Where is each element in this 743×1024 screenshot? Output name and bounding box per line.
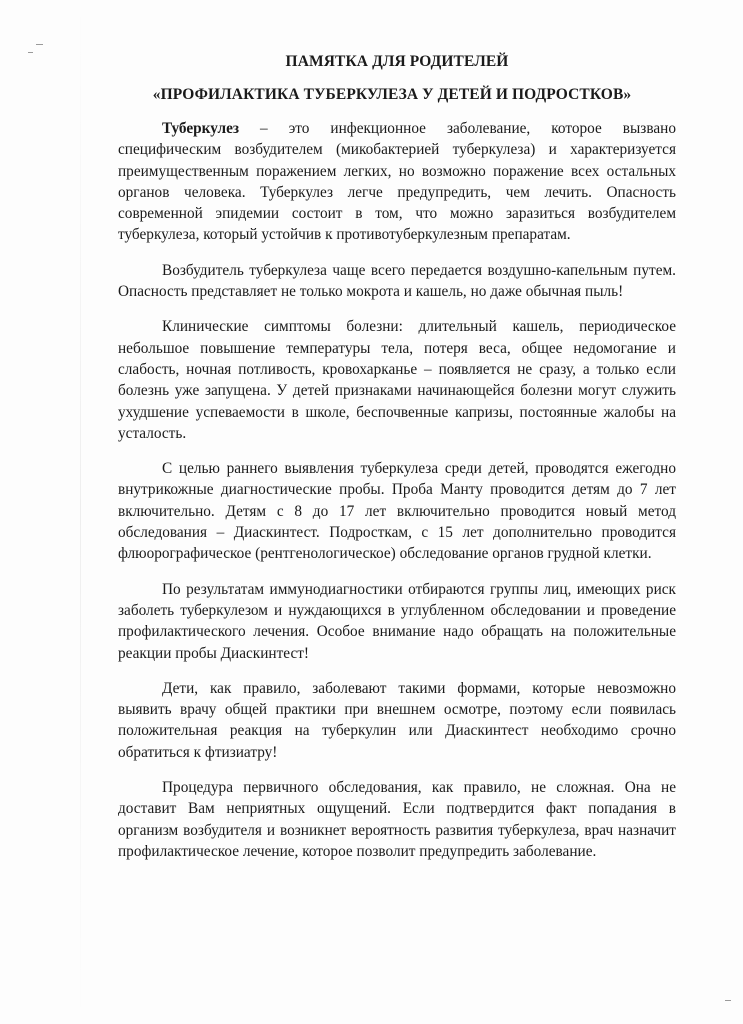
paragraph-immunodiagnostics: По результатам иммунодиагностики отбираются группы лиц, имеющих риск заболеть туберкулезом и нуждающихся в углубленном обследовании и проведение профилактического лечения. Особое внимание надо обращать на положительные реакции пробы Диаскинтест!	[118, 580, 676, 662]
paragraph-screening: С целью раннего выявления туберкулеза среди детей, проводятся ежегодно внутрикожные диагностические пробы. Проба Манту проводится детям до 7 лет включительно. Детям с 8 до 17 лет включительно проводится новый метод обследования – Диаскинтест. Подросткам, с 15 лет дополнительно проводится флюорографическое (рентгенологическое) обследование органов грудной клетки.	[118, 460, 676, 563]
paragraph-transmission: Возбудитель туберкулеза чаще всего передается воздушно-капельным путем. Опасность представляет не только мокрота и кашель, но даже обычная пыль!	[118, 261, 676, 301]
scan-speck	[28, 52, 33, 53]
paragraph-lead-term: Туберкулез	[162, 120, 240, 137]
document-title: ПАМЯТКА ДЛЯ РОДИТЕЛЕЙ	[285, 53, 509, 70]
scan-speck	[36, 44, 43, 45]
paragraph-procedure: Процедура первичного обследования, как правило, не сложная. Она не доставит Вам неприятных ощущений. Если подтвердится факт попадания в организм возбудителя и возникнет вероятность развития туберкулеза, врач назначит профилактическое лечение, которое позволит предупредить заболевание.	[118, 779, 676, 860]
paragraph-children-forms: Дети, как правило, заболевают такими формами, которые невозможно выявить врачу общей практики при внешнем осмотре, поэтому если появилась положительная реакция на туберкулин или Диаскинтест необходимо срочно обратиться к фтизиатру!	[118, 679, 676, 761]
paragraph-definition	[118, 118, 676, 246]
scan-speck	[725, 1000, 731, 1001]
document-body	[118, 52, 676, 862]
paragraph-symptoms: Клинические симптомы болезни: длительный кашель, периодическое небольшое повышение температуры тела, потеря веса, общее недомогание и слабость, ночная потливость, кровохарканье – появляется не сразу, а только если болезнь уже запущена. У детей признаками начинающейся болезни могут служить ухудшение успеваемости в школе, беспочвенные капризы, постоянные жалобы на усталость.	[118, 318, 676, 442]
document-subtitle: «ПРОФИЛАКТИКА ТУБЕРКУЛЕЗА У ДЕТЕЙ И ПОДРОСТКОВ»	[152, 86, 632, 103]
scan-fold-line	[80, 0, 81, 1024]
paragraph-text: – это инфекционное заболевание, которое вызвано специфическим возбудителем (микобактерией туберкулеза) и характеризуется преимущественным поражением легких, но возможно поражение всех остальных органов человека. Туберкулез легче предупредить, чем лечить. Опасность современной эпидемии состоит в том, что можно заразиться возбудителем туберкулеза, который устойчив к противотуберкулезным препаратам.	[118, 120, 676, 244]
